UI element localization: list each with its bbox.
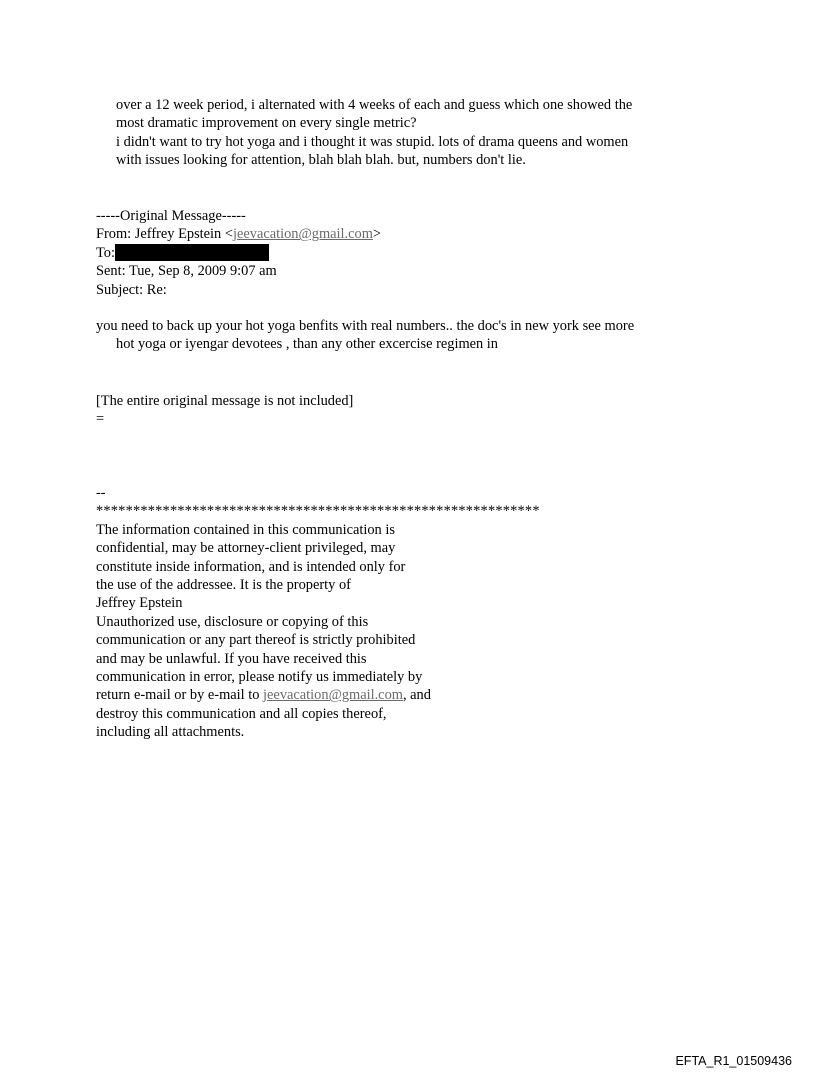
return-prefix: return e-mail or by e-mail to [96, 687, 260, 704]
reply-line: with issues looking for attention, blah blah blah. but, numbers don't lie. [116, 152, 526, 169]
disclaimer-line: Jeffrey Epstein [96, 595, 183, 612]
disclaimer-line: destroy this communication and all copies thereof, [96, 705, 387, 722]
disclaimer-line: constitute inside information, and is intended only for [96, 558, 406, 575]
disclaimer-line: communication or any part thereof is strictly prohibited [96, 632, 416, 649]
subject-value: Re: [146, 281, 167, 298]
truncation-note [96, 392, 696, 429]
disclaimer-line: communication in error, please notify us immediately by [96, 669, 423, 686]
message-line: hot yoga or iyengar devotees , than any other excercise regimen in [116, 336, 499, 353]
to-line [96, 244, 696, 262]
from-line [96, 225, 696, 243]
redaction-box [115, 244, 269, 261]
reply-line: most dramatic improvement on every single metric? [116, 115, 417, 132]
reply-body [96, 96, 696, 170]
subject-label: Subject: [96, 281, 144, 298]
signature-dashes: -- [96, 485, 106, 501]
original-message-header [96, 207, 696, 299]
subject-line [96, 281, 696, 299]
disclaimer-line: and may be unlawful. If you have received this [96, 650, 367, 667]
reply-line: i didn't want to try hot yoga and i thought it was stupid. lots of drama queens and women [116, 133, 629, 150]
original-message-separator: -----Original Message----- [96, 208, 246, 224]
from-name: Jeffrey Epstein [134, 226, 222, 243]
disclaimer-line: confidential, may be attorney-client privileged, may [96, 540, 396, 557]
disclaimer-line [96, 686, 696, 704]
sent-line [96, 262, 696, 280]
return-email-link[interactable]: jeevacation@gmail.com [263, 687, 403, 704]
from-label: From: [96, 226, 132, 243]
disclaimer-line: the use of the addressee. It is the property of [96, 577, 351, 594]
sent-label: Sent: [96, 263, 126, 280]
disclaimer-line: The information contained in this communication is [96, 521, 395, 538]
equals-sign: = [96, 411, 105, 428]
from-bracket-close: > [372, 226, 382, 243]
original-message-body [96, 317, 696, 354]
document-id: EFTA_R1_01509436 [675, 1054, 792, 1068]
message-line: you need to back up your hot yoga benfits with real numbers.. the doc's in new york see more [96, 318, 635, 334]
from-email-link[interactable]: jeevacation@gmail.com [232, 226, 373, 243]
disclaimer-line: Unauthorized use, disclosure or copying of this [96, 613, 369, 630]
signature-disclaimer [96, 484, 696, 742]
reply-line: over a 12 week period, i alternated with 4 weeks of each and guess which one showed the [116, 97, 633, 113]
return-suffix: , and [402, 687, 431, 704]
signature-stars: ************************************************************ [96, 503, 540, 520]
from-bracket-open: < [224, 226, 233, 243]
to-label: To: [96, 244, 115, 261]
sent-value: Tue, Sep 8, 2009 9:07 am [128, 263, 277, 280]
truncation-text: [The entire original message is not included] [96, 393, 354, 409]
disclaimer-line: including all attachments. [96, 724, 245, 741]
